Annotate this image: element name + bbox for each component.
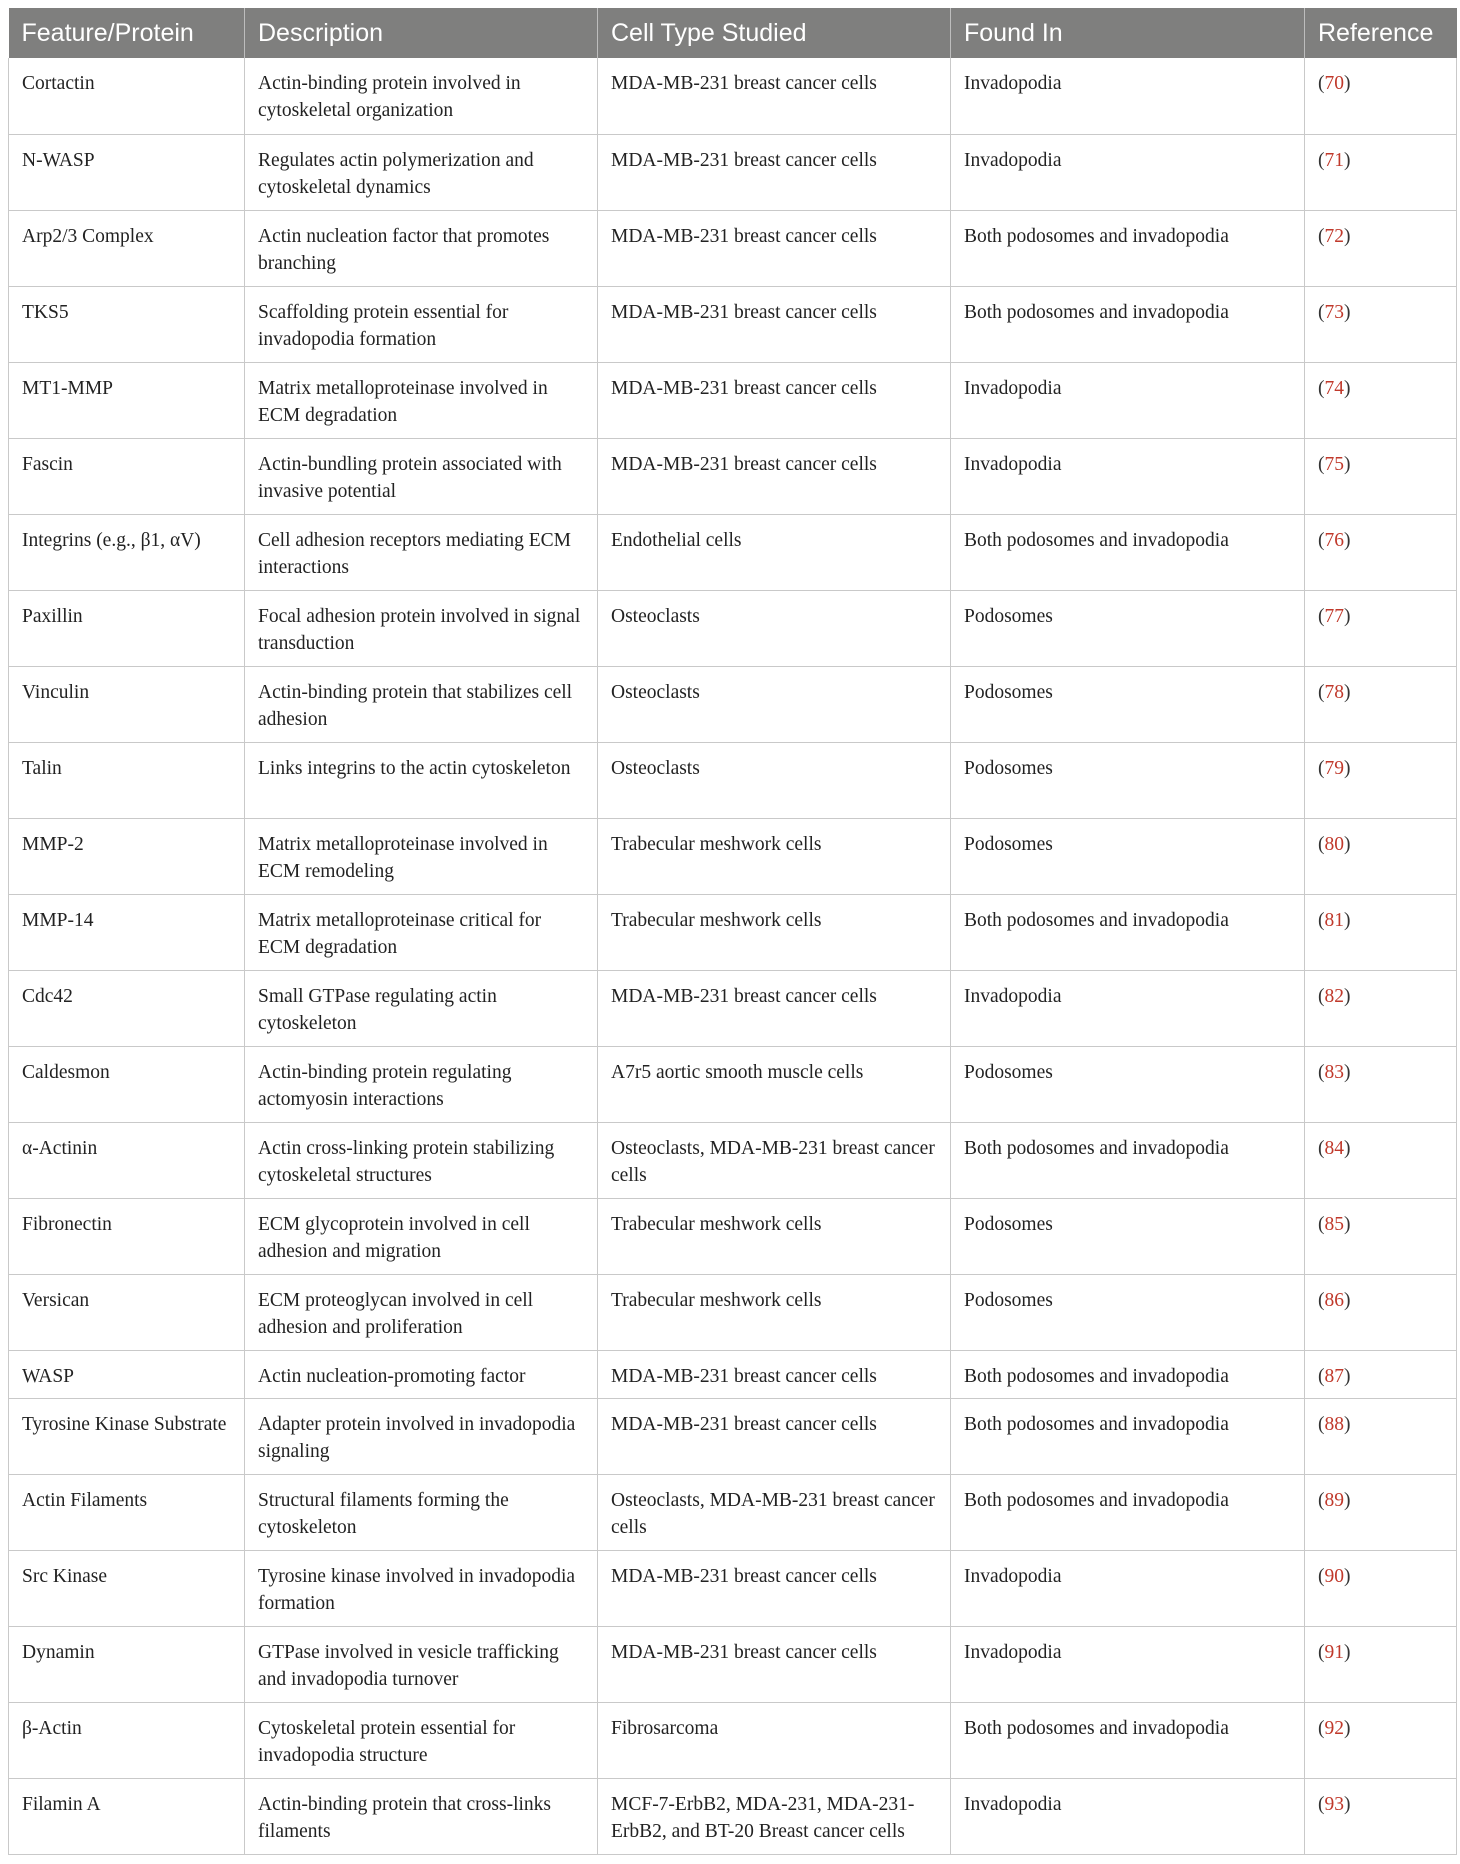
cell-cell-type: MDA-MB-231 breast cancer cells (598, 1398, 951, 1474)
cell-found-in: Invadopodia (951, 58, 1305, 134)
reference-link[interactable]: 74 (1324, 377, 1344, 399)
cell-feature: Paxillin (9, 590, 245, 666)
cell-feature: TKS5 (9, 286, 245, 362)
cell-feature: Caldesmon (9, 1046, 245, 1122)
table-row (9, 1626, 1457, 1702)
cell-found-in: Podosomes (951, 742, 1305, 818)
table-row (9, 590, 1457, 666)
cell-description: Actin nucleation-promoting factor (245, 1350, 598, 1398)
cell-description: Cytoskeletal protein essential for invadopodia structure (245, 1702, 598, 1778)
cell-found-in: Podosomes (951, 1198, 1305, 1274)
cell-description: Matrix metalloproteinase involved in ECM degradation (245, 362, 598, 438)
cell-found-in: Invadopodia (951, 1550, 1305, 1626)
cell-found-in: Invadopodia (951, 1778, 1305, 1854)
reference-link[interactable]: 73 (1324, 301, 1344, 323)
cell-description: Matrix metalloproteinase involved in ECM remodeling (245, 818, 598, 894)
reference-link[interactable]: 78 (1324, 681, 1344, 703)
cell-reference: (78) (1305, 666, 1457, 742)
cell-description: Actin-binding protein regulating actomyosin interactions (245, 1046, 598, 1122)
table-row (9, 894, 1457, 970)
cell-description: Small GTPase regulating actin cytoskeleton (245, 970, 598, 1046)
cell-feature: Actin Filaments (9, 1474, 245, 1550)
cell-cell-type: Trabecular meshwork cells (598, 1274, 951, 1350)
cell-found-in: Podosomes (951, 818, 1305, 894)
cell-description: ECM glycoprotein involved in cell adhesion and migration (245, 1198, 598, 1274)
cell-cell-type: A7r5 aortic smooth muscle cells (598, 1046, 951, 1122)
cell-feature: WASP (9, 1350, 245, 1398)
reference-link[interactable]: 81 (1324, 909, 1344, 931)
reference-link[interactable]: 88 (1324, 1413, 1344, 1435)
reference-link[interactable]: 83 (1324, 1061, 1344, 1083)
cell-feature: MT1-MMP (9, 362, 245, 438)
cell-feature: Tyrosine Kinase Substrate (9, 1398, 245, 1474)
cell-reference: (79) (1305, 742, 1457, 818)
cell-description: Actin-binding protein that cross-links filaments (245, 1778, 598, 1854)
cell-found-in: Both podosomes and invadopodia (951, 210, 1305, 286)
cell-description: Regulates actin polymerization and cytoskeletal dynamics (245, 134, 598, 210)
cell-cell-type: Osteoclasts (598, 666, 951, 742)
cell-feature: N-WASP (9, 134, 245, 210)
cell-cell-type: Osteoclasts, MDA-MB-231 breast cancer cells (598, 1474, 951, 1550)
header-description: Description (245, 8, 598, 58)
cell-reference: (93) (1305, 1778, 1457, 1854)
table-row (9, 742, 1457, 818)
reference-link[interactable]: 80 (1324, 833, 1344, 855)
cell-cell-type: MDA-MB-231 breast cancer cells (598, 1626, 951, 1702)
header-found-in: Found In (951, 8, 1305, 58)
reference-link[interactable]: 85 (1324, 1213, 1344, 1235)
cell-feature: MMP-14 (9, 894, 245, 970)
cell-cell-type: Trabecular meshwork cells (598, 818, 951, 894)
cell-description: Focal adhesion protein involved in signal transduction (245, 590, 598, 666)
table-row (9, 1398, 1457, 1474)
reference-link[interactable]: 89 (1324, 1489, 1344, 1511)
cell-feature: Cdc42 (9, 970, 245, 1046)
cell-description: Actin cross-linking protein stabilizing cytoskeletal structures (245, 1122, 598, 1198)
cell-feature: β-Actin (9, 1702, 245, 1778)
table-row (9, 818, 1457, 894)
header-reference: Reference (1305, 8, 1457, 58)
table-row (9, 514, 1457, 590)
cell-cell-type: MDA-MB-231 breast cancer cells (598, 286, 951, 362)
reference-link[interactable]: 92 (1324, 1717, 1344, 1739)
table-row (9, 666, 1457, 742)
table-row (9, 1702, 1457, 1778)
reference-link[interactable]: 90 (1324, 1565, 1344, 1587)
cell-cell-type: Osteoclasts (598, 742, 951, 818)
cell-cell-type: MDA-MB-231 breast cancer cells (598, 58, 951, 134)
cell-feature: α-Actinin (9, 1122, 245, 1198)
cell-cell-type: MDA-MB-231 breast cancer cells (598, 210, 951, 286)
table-row (9, 1198, 1457, 1274)
cell-reference: (73) (1305, 286, 1457, 362)
cell-feature: Vinculin (9, 666, 245, 742)
cell-found-in: Both podosomes and invadopodia (951, 894, 1305, 970)
cell-description: Tyrosine kinase involved in invadopodia formation (245, 1550, 598, 1626)
cell-found-in: Both podosomes and invadopodia (951, 286, 1305, 362)
cell-feature: Filamin A (9, 1778, 245, 1854)
cell-found-in: Invadopodia (951, 1626, 1305, 1702)
cell-cell-type: Fibrosarcoma (598, 1702, 951, 1778)
cell-found-in: Both podosomes and invadopodia (951, 1398, 1305, 1474)
cell-reference: (77) (1305, 590, 1457, 666)
cell-feature: Src Kinase (9, 1550, 245, 1626)
cell-found-in: Both podosomes and invadopodia (951, 1350, 1305, 1398)
table-row (9, 286, 1457, 362)
cell-description: Actin-bundling protein associated with invasive potential (245, 438, 598, 514)
cell-feature: Arp2/3 Complex (9, 210, 245, 286)
cell-found-in: Both podosomes and invadopodia (951, 514, 1305, 590)
table-row (9, 1474, 1457, 1550)
cell-found-in: Both podosomes and invadopodia (951, 1474, 1305, 1550)
cell-reference: (83) (1305, 1046, 1457, 1122)
table-row (9, 1274, 1457, 1350)
cell-reference: (92) (1305, 1702, 1457, 1778)
table-row (9, 58, 1457, 134)
cell-description: Scaffolding protein essential for invadopodia formation (245, 286, 598, 362)
cell-cell-type: MDA-MB-231 breast cancer cells (598, 1350, 951, 1398)
cell-description: GTPase involved in vesicle trafficking and invadopodia turnover (245, 1626, 598, 1702)
cell-cell-type: MDA-MB-231 breast cancer cells (598, 1550, 951, 1626)
cell-feature: Versican (9, 1274, 245, 1350)
reference-link[interactable]: 82 (1324, 985, 1344, 1007)
table-row (9, 970, 1457, 1046)
reference-link[interactable]: 79 (1324, 757, 1344, 779)
cell-reference: (80) (1305, 818, 1457, 894)
cell-feature: Fascin (9, 438, 245, 514)
cell-cell-type: Endothelial cells (598, 514, 951, 590)
reference-link[interactable]: 70 (1324, 73, 1344, 94)
cell-found-in: Invadopodia (951, 438, 1305, 514)
cell-description: Actin-binding protein involved in cytoskeletal organization (245, 58, 598, 134)
cell-reference: (74) (1305, 362, 1457, 438)
reference-link[interactable]: 93 (1324, 1793, 1344, 1815)
reference-link[interactable]: 77 (1324, 605, 1344, 627)
reference-link[interactable]: 76 (1324, 529, 1344, 551)
table-row (9, 438, 1457, 514)
cell-description: Links integrins to the actin cytoskeleton (245, 742, 598, 818)
cell-reference: (91) (1305, 1626, 1457, 1702)
cell-cell-type: Osteoclasts, MDA-MB-231 breast cancer cells (598, 1122, 951, 1198)
reference-link[interactable]: 86 (1324, 1289, 1344, 1311)
cell-reference: (85) (1305, 1198, 1457, 1274)
cell-description: Structural filaments forming the cytoskeleton (245, 1474, 598, 1550)
cell-reference: (81) (1305, 894, 1457, 970)
cell-feature: Dynamin (9, 1626, 245, 1702)
cell-found-in: Podosomes (951, 590, 1305, 666)
cell-reference: (88) (1305, 1398, 1457, 1474)
cell-found-in: Invadopodia (951, 970, 1305, 1046)
cell-feature: Integrins (e.g., β1, αV) (9, 514, 245, 590)
header-row (9, 8, 1457, 58)
cell-feature: MMP-2 (9, 818, 245, 894)
reference-link[interactable]: 71 (1324, 149, 1344, 171)
cell-reference: (90) (1305, 1550, 1457, 1626)
cell-feature: Fibronectin (9, 1198, 245, 1274)
protein-feature-table (8, 8, 1457, 1855)
cell-cell-type: Trabecular meshwork cells (598, 1198, 951, 1274)
cell-found-in: Podosomes (951, 666, 1305, 742)
cell-found-in: Podosomes (951, 1274, 1305, 1350)
reference-link[interactable]: 87 (1324, 1365, 1344, 1387)
cell-cell-type: MDA-MB-231 breast cancer cells (598, 970, 951, 1046)
cell-cell-type: MCF-7-ErbB2, MDA-231, MDA-231-ErbB2, and BT-20 Breast cancer cells (598, 1778, 951, 1854)
cell-found-in: Both podosomes and invadopodia (951, 1122, 1305, 1198)
cell-reference: (71) (1305, 134, 1457, 210)
cell-reference: (84) (1305, 1122, 1457, 1198)
cell-found-in: Invadopodia (951, 134, 1305, 210)
cell-reference: (89) (1305, 1474, 1457, 1550)
cell-reference: (75) (1305, 438, 1457, 514)
table-row (9, 1778, 1457, 1854)
header-feature-protein: Feature/Protein (9, 8, 245, 58)
cell-description: Matrix metalloproteinase critical for ECM degradation (245, 894, 598, 970)
reference-link[interactable]: 84 (1324, 1137, 1344, 1159)
table-row (9, 1550, 1457, 1626)
table-row (9, 210, 1457, 286)
cell-cell-type: Osteoclasts (598, 590, 951, 666)
cell-description: Actin-binding protein that stabilizes cell adhesion (245, 666, 598, 742)
cell-feature: Cortactin (9, 58, 245, 134)
cell-reference: (82) (1305, 970, 1457, 1046)
cell-reference: (76) (1305, 514, 1457, 590)
reference-link[interactable]: 72 (1324, 225, 1344, 247)
header-cell-type-studied: Cell Type Studied (598, 8, 951, 58)
table-row (9, 362, 1457, 438)
table-row (9, 1046, 1457, 1122)
cell-reference: (72) (1305, 210, 1457, 286)
cell-description: Actin nucleation factor that promotes branching (245, 210, 598, 286)
cell-cell-type: MDA-MB-231 breast cancer cells (598, 134, 951, 210)
cell-reference: (86) (1305, 1274, 1457, 1350)
cell-found-in: Podosomes (951, 1046, 1305, 1122)
reference-link[interactable]: 75 (1324, 453, 1344, 475)
table-row (9, 1122, 1457, 1198)
reference-link[interactable]: 91 (1324, 1641, 1344, 1663)
table-row (9, 1350, 1457, 1398)
cell-cell-type: MDA-MB-231 breast cancer cells (598, 438, 951, 514)
table-row (9, 134, 1457, 210)
table-header (9, 8, 1457, 58)
cell-description: Adapter protein involved in invadopodia signaling (245, 1398, 598, 1474)
cell-description: Cell adhesion receptors mediating ECM interactions (245, 514, 598, 590)
cell-found-in: Invadopodia (951, 362, 1305, 438)
table-body (9, 58, 1457, 1854)
cell-feature: Talin (9, 742, 245, 818)
cell-reference: (70) (1305, 58, 1457, 134)
cell-cell-type: MDA-MB-231 breast cancer cells (598, 362, 951, 438)
cell-found-in: Both podosomes and invadopodia (951, 1702, 1305, 1778)
cell-cell-type: Trabecular meshwork cells (598, 894, 951, 970)
cell-description: ECM proteoglycan involved in cell adhesion and proliferation (245, 1274, 598, 1350)
cell-reference: (87) (1305, 1350, 1457, 1398)
